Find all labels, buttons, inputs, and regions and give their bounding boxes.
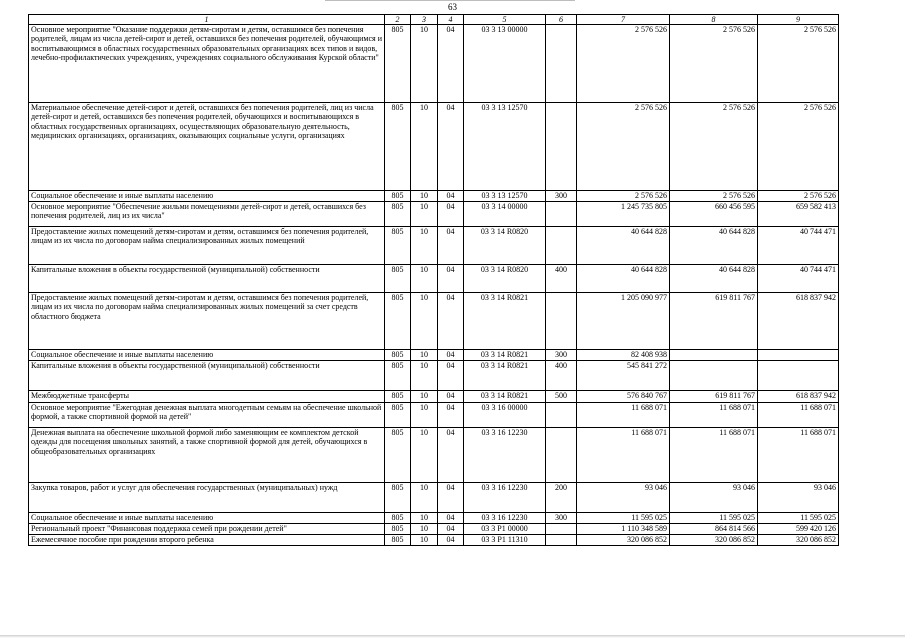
amount-year3-cell [758, 361, 839, 391]
top-scan-rule [325, 0, 575, 1]
amount-year1-cell: 320 086 852 [577, 535, 670, 546]
target-article-cell: 03 3 14 R0820 [464, 227, 546, 265]
subsection-cell: 04 [438, 391, 464, 403]
header-cell: 4 [438, 15, 464, 25]
grbs-cell: 805 [385, 361, 411, 391]
grbs-cell: 805 [385, 103, 411, 191]
amount-year1-cell: 1 245 735 805 [577, 202, 670, 227]
row-name-cell: Социальное обеспечение и иные выплаты населению [29, 191, 385, 202]
amount-year2-cell: 619 811 767 [670, 293, 758, 350]
expense-type-cell: 400 [546, 265, 577, 293]
section-cell: 10 [411, 265, 438, 293]
section-cell: 10 [411, 202, 438, 227]
target-article-cell: 03 3 16 12230 [464, 513, 546, 524]
header-cell: 8 [670, 15, 758, 25]
header-cell: 7 [577, 15, 670, 25]
grbs-cell: 805 [385, 483, 411, 513]
row-name-cell: Предоставление жилых помещений детям-сиротам и детям, оставшимся без попечения родителей, лицам из их числа по договорам найма специализированных жилых помещений [29, 227, 385, 265]
amount-year3-cell: 11 595 025 [758, 513, 839, 524]
subsection-cell: 04 [438, 265, 464, 293]
page-number: 63 [448, 2, 457, 12]
row-name-cell: Ежемесячное пособие при рождении второго ребенка [29, 535, 385, 546]
subsection-cell: 04 [438, 25, 464, 103]
subsection-cell: 04 [438, 202, 464, 227]
table-row [29, 350, 839, 361]
amount-year1-cell: 11 688 071 [577, 428, 670, 483]
grbs-cell: 805 [385, 227, 411, 265]
expense-type-cell: 300 [546, 350, 577, 361]
table-row [29, 293, 839, 350]
amount-year3-cell: 599 420 126 [758, 524, 839, 535]
amount-year2-cell: 40 644 828 [670, 265, 758, 293]
row-name-cell: Социальное обеспечение и иные выплаты населению [29, 350, 385, 361]
table-row [29, 428, 839, 483]
grbs-cell: 805 [385, 513, 411, 524]
expense-type-cell [546, 524, 577, 535]
amount-year1-cell: 11 688 071 [577, 403, 670, 428]
amount-year2-cell: 2 576 526 [670, 25, 758, 103]
section-cell: 10 [411, 535, 438, 546]
target-article-cell: 03 3 16 12230 [464, 483, 546, 513]
subsection-cell: 04 [438, 524, 464, 535]
target-article-cell: 03 3 16 00000 [464, 403, 546, 428]
amount-year3-cell: 659 582 413 [758, 202, 839, 227]
target-article-cell: 03 3 16 12230 [464, 428, 546, 483]
amount-year1-cell: 40 644 828 [577, 227, 670, 265]
table-row [29, 227, 839, 265]
amount-year1-cell: 11 595 025 [577, 513, 670, 524]
target-article-cell: 03 3 13 12570 [464, 191, 546, 202]
amount-year2-cell: 11 595 025 [670, 513, 758, 524]
table-row [29, 25, 839, 103]
amount-year3-cell: 11 688 071 [758, 403, 839, 428]
amount-year3-cell: 93 046 [758, 483, 839, 513]
row-name-cell: Основное мероприятие "Ежегодная денежная выплата многодетным семьям на обеспечение школьной формой, а также спортивной формой на детей" [29, 403, 385, 428]
target-article-cell: 03 3 P1 00000 [464, 524, 546, 535]
table-row [29, 202, 839, 227]
amount-year2-cell: 320 086 852 [670, 535, 758, 546]
subsection-cell: 04 [438, 535, 464, 546]
expense-type-cell [546, 428, 577, 483]
expense-type-cell [546, 535, 577, 546]
amount-year2-cell [670, 350, 758, 361]
amount-year3-cell: 2 576 526 [758, 25, 839, 103]
amount-year2-cell: 11 688 071 [670, 403, 758, 428]
subsection-cell: 04 [438, 428, 464, 483]
amount-year2-cell: 2 576 526 [670, 191, 758, 202]
header-cell: 3 [411, 15, 438, 25]
subsection-cell: 04 [438, 103, 464, 191]
row-name-cell: Капитальные вложения в объекты государственной (муниципальной) собственности [29, 361, 385, 391]
section-cell: 10 [411, 513, 438, 524]
grbs-cell: 805 [385, 428, 411, 483]
target-article-cell: 03 3 14 R0821 [464, 391, 546, 403]
section-cell: 10 [411, 191, 438, 202]
target-article-cell: 03 3 14 R0821 [464, 293, 546, 350]
amount-year1-cell: 2 576 526 [577, 103, 670, 191]
table-row [29, 524, 839, 535]
target-article-cell: 03 3 13 12570 [464, 103, 546, 191]
grbs-cell: 805 [385, 265, 411, 293]
subsection-cell: 04 [438, 513, 464, 524]
amount-year2-cell [670, 361, 758, 391]
amount-year3-cell: 618 837 942 [758, 293, 839, 350]
amount-year2-cell: 93 046 [670, 483, 758, 513]
amount-year1-cell: 576 840 767 [577, 391, 670, 403]
amount-year3-cell: 11 688 071 [758, 428, 839, 483]
grbs-cell: 805 [385, 25, 411, 103]
table-row [29, 535, 839, 546]
grbs-cell: 805 [385, 535, 411, 546]
grbs-cell: 805 [385, 293, 411, 350]
section-cell: 10 [411, 524, 438, 535]
section-cell: 10 [411, 227, 438, 265]
target-article-cell: 03 3 14 00000 [464, 202, 546, 227]
amount-year1-cell: 1 110 348 589 [577, 524, 670, 535]
grbs-cell: 805 [385, 191, 411, 202]
budget-table [28, 14, 839, 546]
subsection-cell: 04 [438, 293, 464, 350]
subsection-cell: 04 [438, 227, 464, 265]
row-name-cell: Основное мероприятие "Оказание поддержки детям-сиротам и детям, оставшимся без попечения родителей, лицам из числа детей-сирот и детей, оставшихся без попечения родителей, обучающимся и воспитывающимся в областных государственных образовательных организациях всех типов и видов, лечебно-профилактических учреждениях, учреждениях социального обслуживания Курской области" [29, 25, 385, 103]
target-article-cell: 03 3 P1 11310 [464, 535, 546, 546]
amount-year2-cell: 864 814 566 [670, 524, 758, 535]
amount-year1-cell: 40 644 828 [577, 265, 670, 293]
target-article-cell: 03 3 14 R0821 [464, 361, 546, 391]
subsection-cell: 04 [438, 403, 464, 428]
amount-year1-cell: 1 205 090 977 [577, 293, 670, 350]
amount-year1-cell: 545 841 272 [577, 361, 670, 391]
amount-year3-cell: 2 576 526 [758, 103, 839, 191]
table-row [29, 361, 839, 391]
subsection-cell: 04 [438, 350, 464, 361]
expense-type-cell: 300 [546, 513, 577, 524]
amount-year1-cell: 93 046 [577, 483, 670, 513]
amount-year2-cell: 619 811 767 [670, 391, 758, 403]
grbs-cell: 805 [385, 524, 411, 535]
row-name-cell: Закупка товаров, работ и услуг для обеспечения государственных (муниципальных) нужд [29, 483, 385, 513]
subsection-cell: 04 [438, 361, 464, 391]
section-cell: 10 [411, 350, 438, 361]
amount-year1-cell: 82 408 938 [577, 350, 670, 361]
row-name-cell: Межбюджетные трансферты [29, 391, 385, 403]
expense-type-cell [546, 103, 577, 191]
target-article-cell: 03 3 14 R0821 [464, 350, 546, 361]
table-row [29, 191, 839, 202]
grbs-cell: 805 [385, 350, 411, 361]
expense-type-cell [546, 227, 577, 265]
expense-type-cell: 400 [546, 361, 577, 391]
bottom-scan-edge [0, 635, 905, 638]
row-name-cell: Материальное обеспечение детей-сирот и детей, оставшихся без попечения родителей, лиц из числа детей-сирот и детей, оставшихся без попечения родителей, обучающихся и воспитывающихся в областных государственных организациях, осуществляющих образовательную деятельность, медицинских организациях, организациях, оказывающих социальные услуги, организациях [29, 103, 385, 191]
amount-year3-cell: 2 576 526 [758, 191, 839, 202]
section-cell: 10 [411, 428, 438, 483]
row-name-cell: Социальное обеспечение и иные выплаты населению [29, 513, 385, 524]
header-cell: 2 [385, 15, 411, 25]
table-row [29, 265, 839, 293]
amount-year3-cell: 40 744 471 [758, 227, 839, 265]
amount-year3-cell: 320 086 852 [758, 535, 839, 546]
section-cell: 10 [411, 483, 438, 513]
target-article-cell: 03 3 13 00000 [464, 25, 546, 103]
expense-type-cell [546, 202, 577, 227]
grbs-cell: 805 [385, 391, 411, 403]
table-header-row [29, 15, 839, 25]
header-cell: 9 [758, 15, 839, 25]
amount-year1-cell: 2 576 526 [577, 25, 670, 103]
subsection-cell: 04 [438, 191, 464, 202]
section-cell: 10 [411, 403, 438, 428]
section-cell: 10 [411, 361, 438, 391]
expense-type-cell: 200 [546, 483, 577, 513]
amount-year2-cell: 40 644 828 [670, 227, 758, 265]
target-article-cell: 03 3 14 R0820 [464, 265, 546, 293]
row-name-cell: Капитальные вложения в объекты государственной (муниципальной) собственности [29, 265, 385, 293]
grbs-cell: 805 [385, 202, 411, 227]
expense-type-cell [546, 293, 577, 350]
expense-type-cell: 500 [546, 391, 577, 403]
header-cell: 1 [29, 15, 385, 25]
section-cell: 10 [411, 391, 438, 403]
amount-year2-cell: 11 688 071 [670, 428, 758, 483]
amount-year1-cell: 2 576 526 [577, 191, 670, 202]
subsection-cell: 04 [438, 483, 464, 513]
table-row [29, 391, 839, 403]
row-name-cell: Региональный проект "Финансовая поддержка семей при рождении детей" [29, 524, 385, 535]
amount-year2-cell: 660 456 595 [670, 202, 758, 227]
expense-type-cell [546, 403, 577, 428]
amount-year3-cell [758, 350, 839, 361]
section-cell: 10 [411, 293, 438, 350]
header-cell: 6 [546, 15, 577, 25]
section-cell: 10 [411, 103, 438, 191]
row-name-cell: Основное мероприятие "Обеспечение жильми помещениями детей-сирот и детей, оставшихся без попечения родителей, лиц из их числа" [29, 202, 385, 227]
row-name-cell: Предоставление жилых помещений детям-сиротам и детям, оставшимся без попечения родителей, лицам из их числа по договорам найма специализированных жилых помещений за счет средств областного бюджета [29, 293, 385, 350]
table-row [29, 403, 839, 428]
amount-year2-cell: 2 576 526 [670, 103, 758, 191]
grbs-cell: 805 [385, 403, 411, 428]
table-row [29, 103, 839, 191]
table-row [29, 513, 839, 524]
section-cell: 10 [411, 25, 438, 103]
expense-type-cell: 300 [546, 191, 577, 202]
amount-year3-cell: 618 837 942 [758, 391, 839, 403]
row-name-cell: Денежная выплата на обеспечение школьной формой либо заменяющим ее комплектом детской одежды для посещения школьных занятий, а также спортивной формой для детей, обучающихся в общеобразовательных организациях [29, 428, 385, 483]
table-row [29, 483, 839, 513]
expense-type-cell [546, 25, 577, 103]
header-cell: 5 [464, 15, 546, 25]
amount-year3-cell: 40 744 471 [758, 265, 839, 293]
